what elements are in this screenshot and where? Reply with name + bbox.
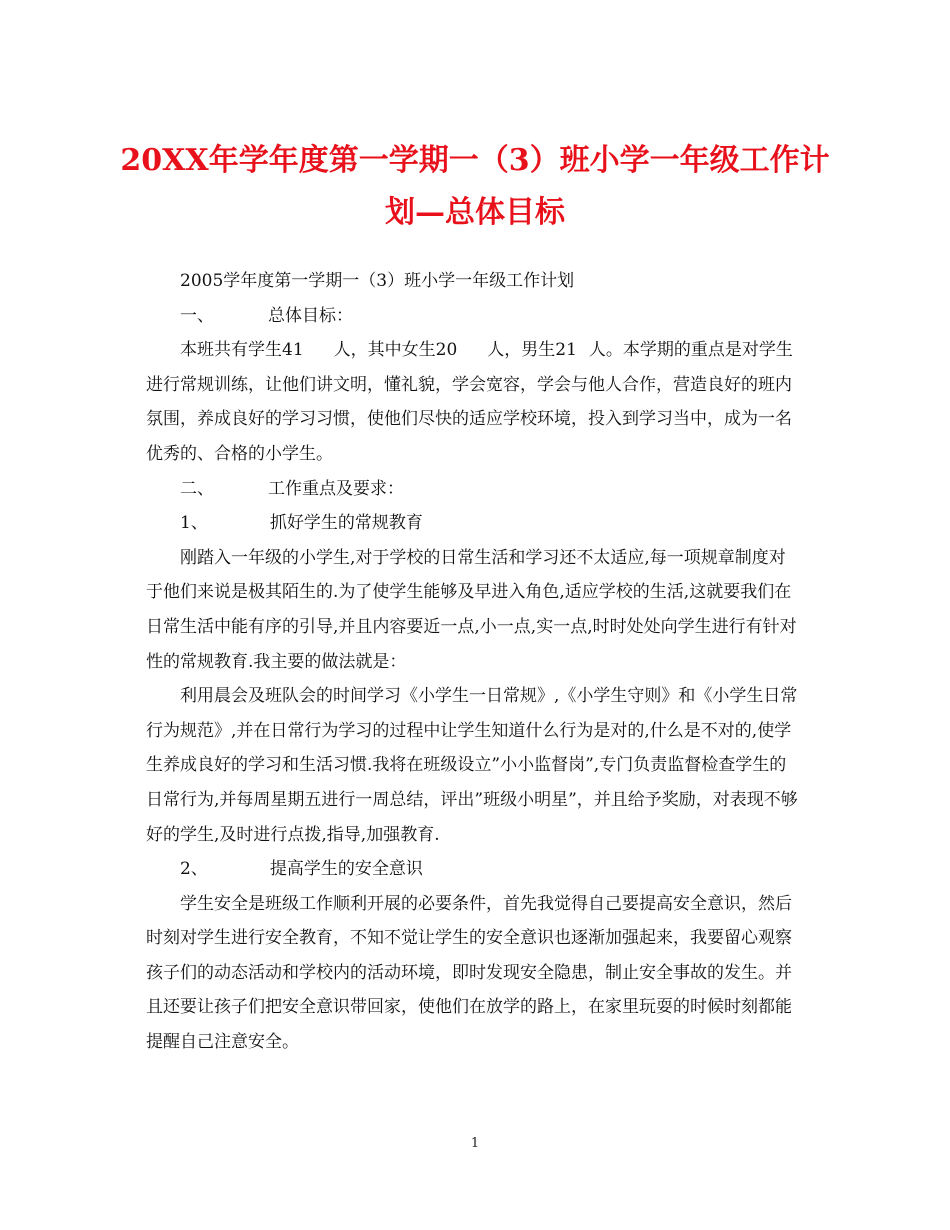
item-2-number: 2、 (180, 859, 208, 880)
paragraph-routine-education: 刚踏入一年级的小学生,对于学校的日常生活和学习还不太适应,每一项规章制度对于他们来说是极其陌生的.为了使学生能够及早进入角色,适应学校的生活,这就要我们在日常生活中能有序的引导,并且内容要近一点,小一点,实一点,时时处处向学生进行有针对性的常规教育.我主要的做法就是： (146, 547, 797, 672)
section-2-heading (146, 472, 802, 507)
paragraph-safety-awareness: 学生安全是班级工作顺利开展的必要条件，首先我觉得自己要提高安全意识，然后时刻对学生进行安全教育，不知不觉让学生的安全意识也逐渐加强起来，我要留心观察孩子们的动态活动和学校内的活动环境，即时发现安全隐患，制止安全事故的发生。并且还要让孩子们把安全意识带回家，使他们在放学的路上，在家里玩耍的时候时刻都能提醒自己注意安全。 (146, 893, 792, 1053)
plan-subtitle: 2005学年度第一学期一（3）班小学一年级工作计划 (180, 271, 575, 291)
item-2-heading (146, 852, 802, 887)
section-2-number: 二、 (180, 478, 214, 499)
class-total-text: 本班共有学生41 (180, 340, 304, 361)
item-1-heading (146, 506, 802, 541)
document-title (120, 135, 830, 239)
title-line-1: 20XX年学年度第一学期一（3）班小学一年级工作计 (120, 143, 830, 178)
class-girls-text: 人，其中女生20 (333, 340, 458, 361)
paragraph-class-overview (146, 333, 802, 471)
item-1-number: 1、 (180, 513, 208, 534)
section-1-number: 一、 (180, 305, 214, 326)
section-2-title: 工作重点及要求： (268, 478, 404, 499)
paragraph-routine-methods: 利用晨会及班队会的时间学习《小学生一日常规》,《小学生守则》和《小学生日常行为规范》,并在日常行为学习的过程中让学生知道什么行为是对的,什么是不对的,使学生养成良好的学习和生活习惯.我将在班级设立”小小监督岗”,专门负责监督检查学生的日常行为,并每周星期五进行一周总结，评出”班级小明星”，并且给予奖励，对表现不够好的学生,及时进行点拨,指导,加强教育. (146, 686, 798, 845)
title-line-2: 划—总体目标 (385, 195, 565, 230)
page-number: 1 (470, 1136, 480, 1151)
item-1-title: 抓好学生的常规教育 (269, 513, 423, 534)
document-body (146, 264, 802, 1060)
semester-focus-text: 人。本学期的重点是对学生进行常规训练，让他们讲文明，懂礼貌，学会宽容，学会与他人合作，营造良好的班内氛围，养成良好的学习习惯，使他们尽快的适应学校环境，投入到学习当中，成为一名优秀的、合格的小学生。 (146, 340, 793, 464)
class-boys-text: 人，男生21 (487, 340, 577, 361)
section-1-heading (146, 299, 802, 334)
item-2-title: 提高学生的安全意识 (269, 859, 423, 880)
section-1-title: 总体目标： (268, 305, 353, 326)
